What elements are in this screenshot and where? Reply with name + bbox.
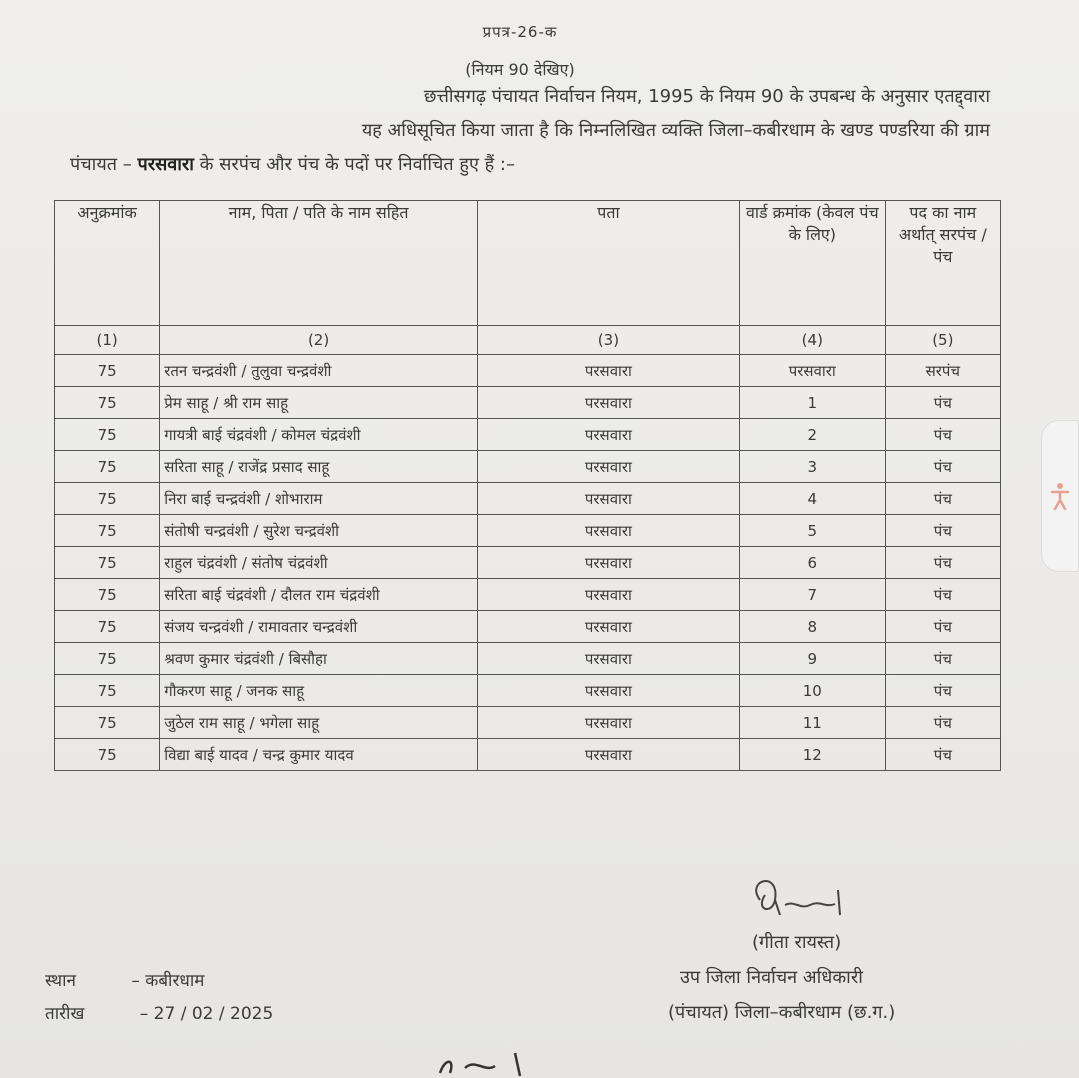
cell-address: परसवारा [477, 419, 739, 451]
cell-name: संजय चन्द्रवंशी / रामावतार चन्द्रवंशी [160, 611, 478, 643]
cell-ward: 10 [739, 675, 885, 707]
initials-mark [435, 1048, 545, 1078]
cell-ward: 2 [739, 419, 885, 451]
intro-paragraph [60, 80, 990, 182]
accessibility-icon [1049, 481, 1071, 511]
rule-reference: (नियम 90 देखिए) [465, 60, 575, 79]
cell-post: पंच [885, 547, 1000, 579]
cell-address: परसवारा [477, 355, 739, 387]
cell-address: परसवारा [477, 739, 739, 771]
table-row [55, 643, 1001, 675]
cell-name: प्रेम साहू / श्री राम साहू [160, 387, 478, 419]
intro-line-3-prefix: पंचायत – [70, 154, 132, 175]
place-row [45, 968, 204, 991]
table-body [55, 355, 1001, 771]
col-number: (4) [739, 326, 885, 355]
cell-ward: 9 [739, 643, 885, 675]
table-row [55, 483, 1001, 515]
cell-ward: 3 [739, 451, 885, 483]
cell-address: परसवारा [477, 675, 739, 707]
cell-serial: 75 [55, 643, 160, 675]
cell-ward: 11 [739, 707, 885, 739]
cell-serial: 75 [55, 547, 160, 579]
cell-serial: 75 [55, 675, 160, 707]
table-row [55, 515, 1001, 547]
cell-serial: 75 [55, 451, 160, 483]
cell-name: राहुल चंद्रवंशी / संतोष चंद्रवंशी [160, 547, 478, 579]
cell-ward: 7 [739, 579, 885, 611]
cell-address: परसवारा [477, 515, 739, 547]
cell-post: पंच [885, 579, 1000, 611]
table-row [55, 451, 1001, 483]
header-address: पता [477, 201, 739, 326]
cell-name: गायत्री बाई चंद्रवंशी / कोमल चंद्रवंशी [160, 419, 478, 451]
date-row [45, 1001, 273, 1024]
cell-serial: 75 [55, 739, 160, 771]
cell-ward: 12 [739, 739, 885, 771]
column-number-row [55, 326, 1001, 355]
table-row [55, 387, 1001, 419]
cell-address: परसवारा [477, 611, 739, 643]
cell-address: परसवारा [477, 547, 739, 579]
cell-post: पंच [885, 419, 1000, 451]
cell-name: सरिता बाई चंद्रवंशी / दौलत राम चंद्रवंशी [160, 579, 478, 611]
cell-post: पंच [885, 707, 1000, 739]
cell-ward: 4 [739, 483, 885, 515]
table-row [55, 739, 1001, 771]
cell-post: पंच [885, 451, 1000, 483]
cell-ward: 1 [739, 387, 885, 419]
table-header-row [55, 201, 1001, 326]
header-name: नाम, पिता / पति के नाम सहित [160, 201, 478, 326]
header-ward: वार्ड क्रमांक (केवल पंच के लिए) [739, 201, 885, 326]
cell-serial: 75 [55, 355, 160, 387]
cell-post: पंच [885, 675, 1000, 707]
cell-address: परसवारा [477, 451, 739, 483]
cell-address: परसवारा [477, 387, 739, 419]
cell-serial: 75 [55, 419, 160, 451]
results-table [54, 200, 1001, 771]
gram-panchayat-name: परसवारा [137, 154, 194, 175]
cell-serial: 75 [55, 515, 160, 547]
form-number: प्रपत्र-26-क [482, 23, 558, 41]
officer-name: (गीता रायस्त) [752, 932, 842, 953]
cell-post: सरपंच [885, 355, 1000, 387]
col-number: (5) [885, 326, 1000, 355]
table-row [55, 611, 1001, 643]
header-serial: अनुक्रमांक [55, 201, 160, 326]
cell-address: परसवारा [477, 707, 739, 739]
cell-name: सरिता साहू / राजेंद्र प्रसाद साहू [160, 451, 478, 483]
cell-name: संतोषी चन्द्रवंशी / सुरेश चन्द्रवंशी [160, 515, 478, 547]
intro-line-3 [60, 148, 990, 182]
cell-name: रतन चन्द्रवंशी / तुलुवा चन्द्रवंशी [160, 355, 478, 387]
cell-ward: 8 [739, 611, 885, 643]
cell-ward: 5 [739, 515, 885, 547]
cell-serial: 75 [55, 387, 160, 419]
table-row [55, 579, 1001, 611]
cell-name: गौकरण साहू / जनक साहू [160, 675, 478, 707]
col-number: (1) [55, 326, 160, 355]
intro-line-1: छत्तीसगढ़ पंचायत निर्वाचन नियम, 1995 के नियम 90 के उपबन्ध के अनुसार एतद्द्वारा [423, 86, 990, 107]
results-table-wrapper [54, 200, 1004, 771]
officer-office: (पंचायत) जिला–कबीरधाम (छ.ग.) [668, 1002, 896, 1023]
table-row [55, 707, 1001, 739]
table-row [55, 675, 1001, 707]
header-post: पद का नाम अर्थात् सरपंच / पंच [885, 201, 1000, 326]
cell-name: निरा बाई चन्द्रवंशी / शोभाराम [160, 483, 478, 515]
cell-address: परसवारा [477, 579, 739, 611]
cell-ward: 6 [739, 547, 885, 579]
table-row [55, 355, 1001, 387]
cell-serial: 75 [55, 611, 160, 643]
accessibility-button[interactable] [1041, 420, 1079, 572]
cell-post: पंच [885, 739, 1000, 771]
officer-title: उप जिला निर्वाचन अधिकारी [680, 967, 863, 988]
place-value: – कबीरधाम [131, 971, 205, 991]
cell-serial: 75 [55, 579, 160, 611]
intro-line-3-suffix: के सरपंच और पंच के पदों पर निर्वाचित हुए हैं :– [199, 154, 515, 175]
table-row [55, 419, 1001, 451]
cell-name: जुठेल राम साहू / भगेला साहू [160, 707, 478, 739]
cell-post: पंच [885, 643, 1000, 675]
cell-address: परसवारा [477, 483, 739, 515]
intro-line-2: यह अधिसूचित किया जाता है कि निम्नलिखित व्यक्ति जिला–कबीरधाम के खण्ड पण्डरिया की ग्राम [361, 120, 990, 141]
cell-name: श्रवण कुमार चंद्रवंशी / बिसौहा [160, 643, 478, 675]
cell-post: पंच [885, 515, 1000, 547]
cell-serial: 75 [55, 707, 160, 739]
cell-ward: परसवारा [739, 355, 885, 387]
table-row [55, 547, 1001, 579]
cell-post: पंच [885, 611, 1000, 643]
cell-post: पंच [885, 483, 1000, 515]
cell-name: विद्या बाई यादव / चन्द्र कुमार यादव [160, 739, 478, 771]
date-label: तारीख [45, 1004, 85, 1024]
col-number: (3) [477, 326, 739, 355]
cell-post: पंच [885, 387, 1000, 419]
date-value: – 27 / 02 / 2025 [139, 1004, 274, 1024]
col-number: (2) [160, 326, 478, 355]
cell-serial: 75 [55, 483, 160, 515]
place-label: स्थान [45, 971, 76, 991]
cell-address: परसवारा [477, 643, 739, 675]
